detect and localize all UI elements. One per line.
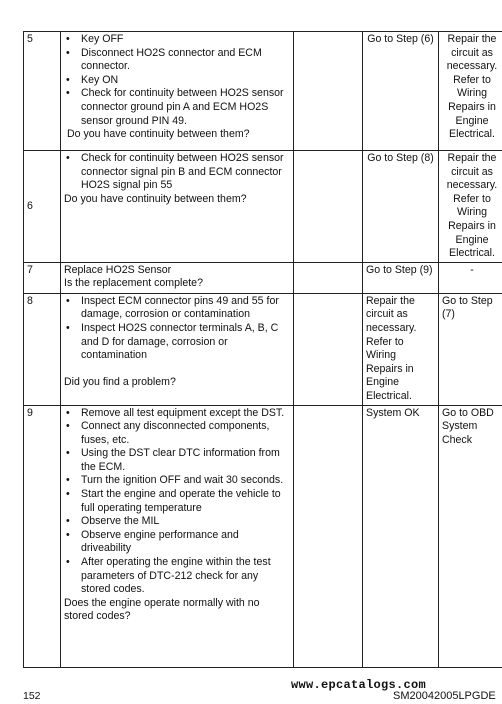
step-number: 5 xyxy=(24,32,61,151)
step-question: Is the replacement complete? xyxy=(64,277,203,290)
yes-result: System OK xyxy=(363,405,439,667)
action-cell xyxy=(61,151,294,263)
no-result: Repair the circuit as necessary. Refer to Wiring Repairs in Engine Electrical. xyxy=(439,151,502,263)
action-cell xyxy=(61,293,294,405)
no-result: - xyxy=(439,262,502,293)
step-number: 8 xyxy=(24,293,61,405)
troubleshooting-table xyxy=(23,31,502,668)
empty-cell xyxy=(294,262,363,293)
step-instruction: Replace HO2S Sensor xyxy=(64,263,172,276)
step-number: 6 xyxy=(24,151,61,263)
empty-cell xyxy=(294,151,363,263)
action-list xyxy=(64,33,290,128)
action-cell xyxy=(61,405,294,667)
no-result: Repair the circuit as necessary. Refer to Wiring Repairs in Engine Electrical. xyxy=(439,32,502,151)
yes-result: Go to Step (6) xyxy=(363,32,439,151)
list-item: • Using the DST clear DTC information from the ECM. xyxy=(64,447,290,474)
step-number: 9 xyxy=(24,405,61,667)
action-cell xyxy=(61,32,294,151)
page-number: 152 xyxy=(23,690,41,702)
step-question: Did you find a problem? xyxy=(64,375,176,388)
action-cell xyxy=(61,262,294,293)
step-number: 7 xyxy=(24,262,61,293)
empty-cell xyxy=(294,32,363,151)
list-item: • Turn the ignition OFF and wait 30 seconds. xyxy=(64,474,290,488)
yes-result: Go to Step (9) xyxy=(363,262,439,293)
document-code: SM20042005LPGDE xyxy=(393,690,496,702)
empty-cell xyxy=(294,293,363,405)
no-result: Go to Step (7) xyxy=(439,293,502,405)
step-question: Do you have continuity between them? xyxy=(64,192,247,205)
no-result: Go to OBD System Check xyxy=(439,405,502,667)
table-row xyxy=(24,151,502,263)
action-list xyxy=(64,295,290,363)
list-item: • Check for continuity between HO2S sensor connector signal pin B and ECM connector HO2S signal pin 55 xyxy=(64,152,290,193)
list-item: • After operating the engine within the test parameters of DTC-212 check for any stored codes. xyxy=(64,556,290,597)
list-item: • Key ON xyxy=(64,74,290,88)
list-item: • Start the engine and operate the vehicle to full operating temperature xyxy=(64,488,290,515)
list-item: • Check for continuity between HO2S sensor connector ground pin A and ECM HO2S sensor ground PIN 49. xyxy=(64,87,290,128)
table-row xyxy=(24,32,502,151)
empty-cell xyxy=(294,405,363,667)
step-question: Does the engine operate normally with no stored codes? xyxy=(64,596,260,623)
list-item: • Inspect HO2S connector terminals A, B, C and D for damage, corrosion or contamination xyxy=(64,322,290,363)
yes-result: Repair the circuit as necessary. Refer to Wiring Repairs in Engine Electrical. xyxy=(363,293,439,405)
list-item: • Observe engine performance and driveability xyxy=(64,529,290,556)
watermark-link[interactable]: www.epcatalogs.com xyxy=(291,678,427,692)
table-row xyxy=(24,293,502,405)
list-item: • Observe the MIL xyxy=(64,515,290,529)
table-row xyxy=(24,262,502,293)
list-item: • Disconnect HO2S connector and ECM connector. xyxy=(64,47,290,74)
list-item: • Key OFF xyxy=(64,33,290,47)
step-question: Do you have continuity between them? xyxy=(67,128,250,141)
list-item: • Inspect ECM connector pins 49 and 55 for damage, corrosion or contamination xyxy=(64,295,290,322)
list-item: • Remove all test equipment except the DST. xyxy=(64,407,290,421)
action-list xyxy=(64,152,290,193)
list-item: • Connect any disconnected components, fuses, etc. xyxy=(64,420,290,447)
action-list xyxy=(64,407,290,597)
yes-result: Go to Step (8) xyxy=(363,151,439,263)
table-row xyxy=(24,405,502,667)
